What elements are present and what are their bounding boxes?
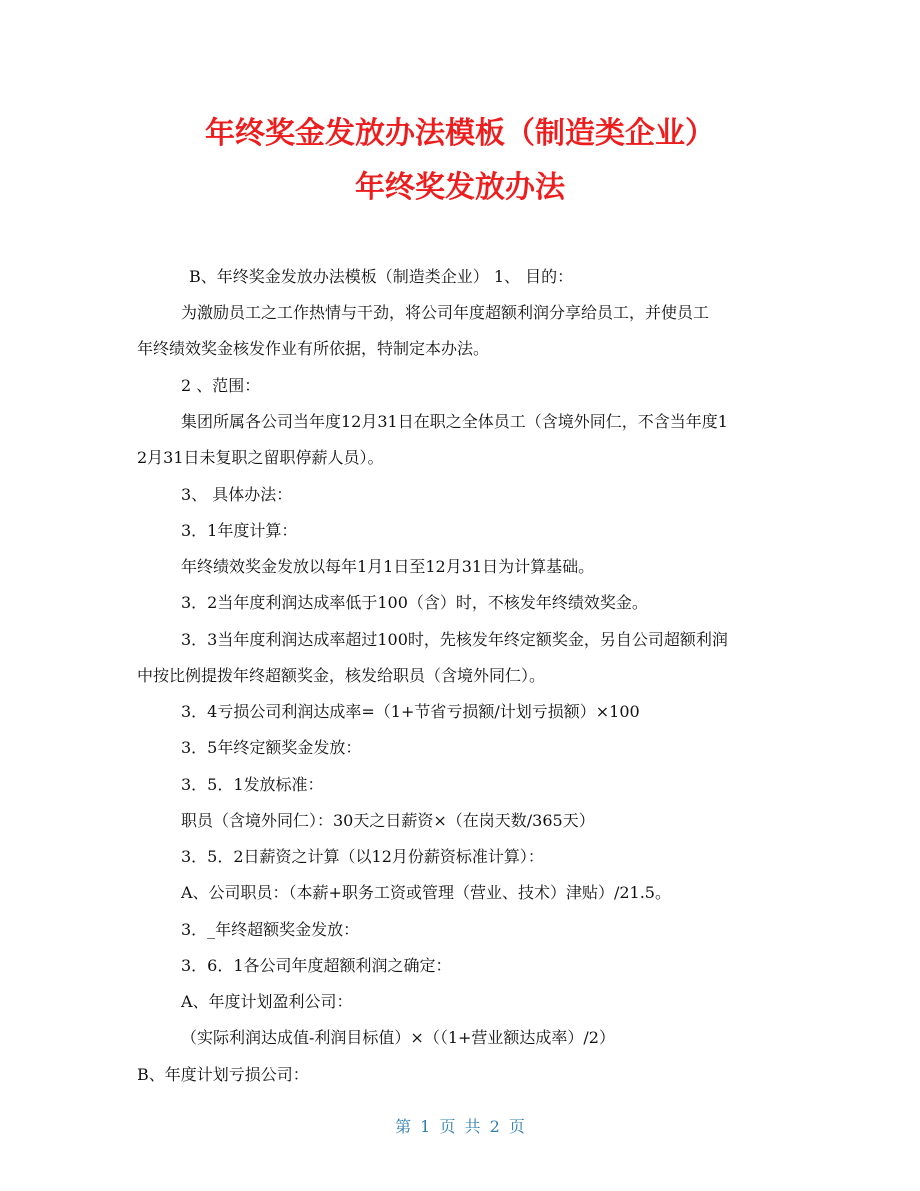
paragraph-line: 中按比例提拨年终超额奖金，核发给职员（含境外同仁）。 — [137, 666, 546, 685]
paragraph-line: 3．1年度计算： — [181, 521, 298, 540]
page-number-footer: 第 1 页 共 2 页 — [395, 1117, 525, 1136]
paragraph-line: 2 、范围： — [181, 376, 261, 395]
paragraph-line: 3．5．2日薪资之计算（以12月份薪资标准计算）： — [181, 847, 544, 866]
document-title: 年终奖金发放办法模板（制造类企业） — [205, 116, 715, 151]
paragraph-line: 年终绩效奖金发放以每年1月1日至12月31日为计算基础。 — [181, 557, 595, 576]
paragraph-line: 2月31日未复职之留职停薪人员）。 — [137, 448, 384, 467]
document-subtitle: 年终奖发放办法 — [355, 170, 565, 205]
paragraph-line: 年终绩效奖金核发作业有所依据，特制定本办法。 — [137, 339, 490, 358]
paragraph-line: A、年度计划盈利公司： — [181, 992, 353, 1011]
paragraph-line: 集团所属各公司当年度12月31日在职之全体员工（含境外同仁，不含当年度1 — [181, 412, 728, 431]
paragraph-line: 3、 具体办法： — [181, 485, 293, 504]
paragraph-line: 3．3当年度利润达成率超过100时，先核发年终定额奖金，另自公司超额利润 — [181, 630, 728, 649]
paragraph-line: 3．5年终定额奖金发放： — [181, 738, 362, 757]
paragraph-line: 3．5．1发放标准： — [181, 775, 324, 794]
paragraph-line: 3．6．1各公司年度超额利润之确定： — [181, 956, 452, 975]
paragraph-line: A、公司职员：（本薪+职务工资或管理（营业、技术）津贴）/21.5。 — [181, 883, 671, 902]
paragraph-line: 职员（含境外同仁）：30天之日薪资×（在岗天数/365天） — [181, 811, 595, 830]
paragraph-line: 3．2当年度利润达成率低于100（含）时，不核发年终绩效奖金。 — [181, 593, 648, 612]
paragraph-line: B、年终奖金发放办法模板（制造类企业） 1、 目的： — [189, 267, 574, 286]
paragraph-line: 3．4亏损公司利润达成率=（1+节省亏损额/计划亏损额）×100 — [181, 702, 640, 721]
paragraph-line: （实际利润达成值-利润目标值）×（（1+营业额达成率）/2） — [181, 1028, 615, 1047]
paragraph-line: 为激励员工之工作热情与干劲，将公司年度超额利润分享给员工，并使员工 — [181, 303, 710, 322]
paragraph-line: B、年度计划亏损公司： — [137, 1065, 309, 1084]
paragraph-line: 3．_年终超额奖金发放： — [181, 920, 360, 939]
